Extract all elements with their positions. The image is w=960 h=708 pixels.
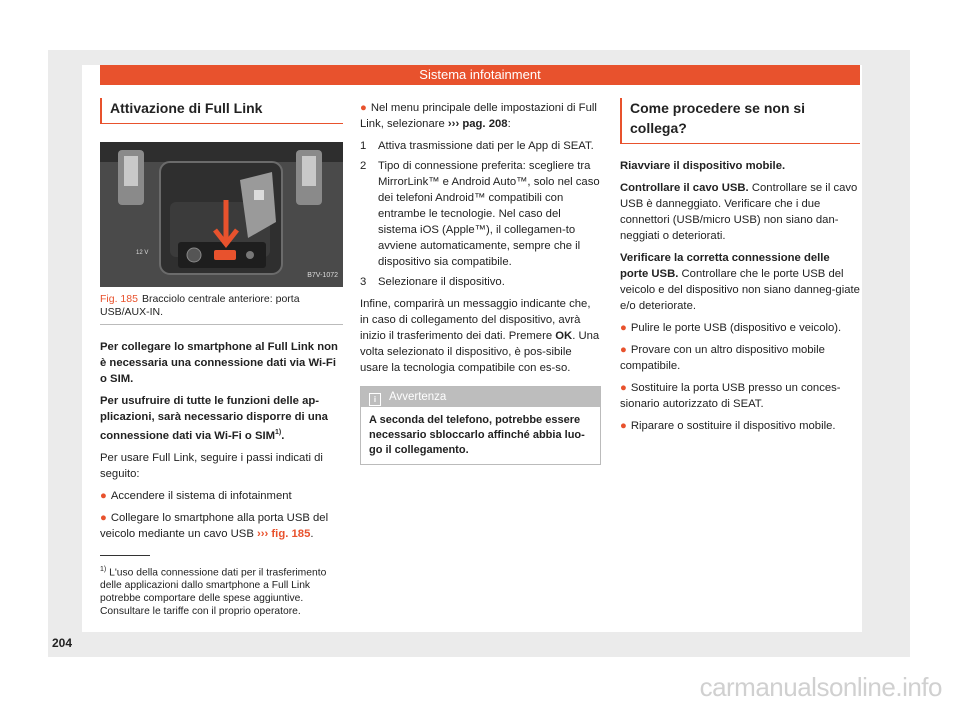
paragraph-final (360, 296, 601, 376)
footnote (100, 563, 345, 618)
step-number: 1 (360, 140, 367, 152)
bullet-item (100, 510, 343, 542)
paragraph-check-cable-text: Controllare se il cavo USB è danneggiato. Verificare che i due connettori (USB/micro USB) non siano dan-neggiati o deteriorati. (620, 182, 858, 242)
bullet-text: Accendere il sistema di infotainment (110, 489, 292, 502)
ok-key-label: OK (555, 330, 573, 342)
watermark-text: carmanualsonline.info (699, 672, 942, 702)
column-left (100, 98, 343, 548)
paragraph-check-ports (620, 250, 860, 314)
bullet-text-end: . (310, 527, 314, 540)
bullet-text: Nel menu principale delle impostazioni di Full Link, selezionare (360, 102, 597, 130)
bullet-dot-icon: ● (360, 102, 367, 114)
footnote-divider (100, 555, 150, 556)
bullet-dot-icon: ● (620, 420, 627, 432)
bullet-text: Collegare lo smartphone alla porta USB del veicolo mediante un cavo USB (100, 511, 329, 540)
bullet-item (620, 342, 860, 374)
paragraph-check-ports-text: Controllare che le porte USB del veicolo e del dispositivo non siano danneg-giate e/o deteriorate. (620, 268, 860, 312)
bullet-text: Sostituire la porta USB presso un conces-sionario autorizzato di SEAT. (620, 382, 841, 410)
step-number: 3 (360, 276, 367, 288)
paragraph-data-required-text: Per usufruire di tutte le funzioni delle ap-plicazioni, sarà necessario disporre di una connessione dati via Wi-Fi o SIM (100, 395, 328, 442)
bullet-dot-icon: ● (100, 511, 107, 524)
bullet-item (360, 100, 601, 132)
bullet-text-end: : (507, 118, 511, 130)
figure-number: Fig. 185 (100, 293, 138, 305)
figure-reference-link[interactable]: ››› fig. 185 (257, 527, 311, 540)
steps-list (360, 138, 601, 290)
step-text: Tipo di connessione preferita: scegliere tra MirrorLink™ e Android Auto™, solo nel caso dei telefoni Android™ compatibili con entrambe le tecnologie. Nel caso del sistema iOS (Apple™), il collegamen-to avviene automaticamente, sempre che il dispositivo sia compatibile. (378, 160, 600, 268)
bullet-item (620, 380, 860, 412)
step-item (360, 274, 601, 290)
column-middle (360, 98, 601, 465)
bullet-item (620, 320, 860, 336)
step-number: 2 (360, 160, 367, 172)
paragraph-data-required-end: . (281, 429, 285, 442)
bullet-dot-icon: ● (620, 382, 627, 394)
paragraph-check-ports-bold: Verificare la corretta connessione delle porte USB. (620, 252, 830, 280)
figure-caption-text: Bracciolo centrale anteriore: porta USB/AUX-IN. (100, 293, 300, 318)
paragraph-no-data-needed: Per collegare lo smartphone al Full Link non è necessaria una connessione dati via Wi-Fi o SIM. (100, 341, 338, 385)
step-text: Attiva trasmissione dati per le App di SEAT. (378, 140, 594, 152)
port-voltage-label: 12 V (136, 250, 149, 256)
footnote-text: L'uso della connessione dati per il trasferimento delle applicazioni dallo smartphone a Full Link potrebbe comportare delle spese aggiuntive. Consultare le tariffe con il proprio operatore. (100, 567, 327, 618)
figure-code: B7V-1072 (307, 272, 338, 279)
column-right (620, 98, 860, 440)
paragraph-check-cable-bold: Controllare il cavo USB. (620, 182, 749, 194)
warning-body: A seconda del telefono, potrebbe essere necessario sbloccarlo affinché abbia luo-go il collegamento. (369, 414, 585, 456)
paragraph-data-required (100, 393, 343, 444)
figure-caption (100, 293, 343, 325)
footnote-mark: 1) (100, 566, 107, 573)
bullet-item (620, 418, 860, 434)
bullet-text: Riparare o sostituire il dispositivo mobile. (630, 420, 836, 432)
bullet-dot-icon: ● (620, 322, 627, 334)
paragraph-restart: Riavviare il dispositivo mobile. (620, 160, 786, 172)
page-reference-link[interactable]: ››› pag. 208 (447, 118, 508, 130)
warning-header (361, 387, 600, 407)
paragraph-final-text: Infine, comparirà un messaggio indicante che, in caso di collegamento del dispositivo, avrà inizio il trasferimento dei dati. Premere (360, 298, 591, 342)
bullet-item (100, 488, 343, 504)
section-heading-full-link: Attivazione di Full Link (100, 98, 343, 124)
step-item (360, 158, 601, 270)
paragraph-check-cable (620, 180, 860, 244)
info-icon: i (369, 393, 381, 406)
warning-title: Avvertenza (389, 391, 447, 403)
step-item (360, 138, 601, 154)
bullet-text: Provare con un altro dispositivo mobile compatibile. (620, 344, 825, 372)
armrest-illustration (100, 142, 343, 287)
bullet-text: Pulire le porte USB (dispositivo e veicolo). (630, 322, 842, 334)
step-text: Selezionare il dispositivo. (378, 276, 505, 288)
bullet-dot-icon: ● (100, 489, 107, 502)
chapter-header: Sistema infotainment (100, 65, 860, 85)
paragraph-final-text-end: . Una volta selezionato il dispositivo, è pos-sibile usare la tecnologia compatibile con es-so. (360, 330, 600, 374)
page-number: 204 (52, 636, 73, 650)
warning-box (360, 386, 601, 465)
paragraph-steps-intro: Per usare Full Link, seguire i passi indicati di seguito: (100, 451, 323, 480)
figure-armrest-usb (100, 142, 343, 287)
bullet-dot-icon: ● (620, 344, 627, 356)
section-heading-troubleshoot: Come procedere se non si collega? (620, 98, 860, 144)
footnote-ref[interactable]: 1) (275, 429, 282, 436)
